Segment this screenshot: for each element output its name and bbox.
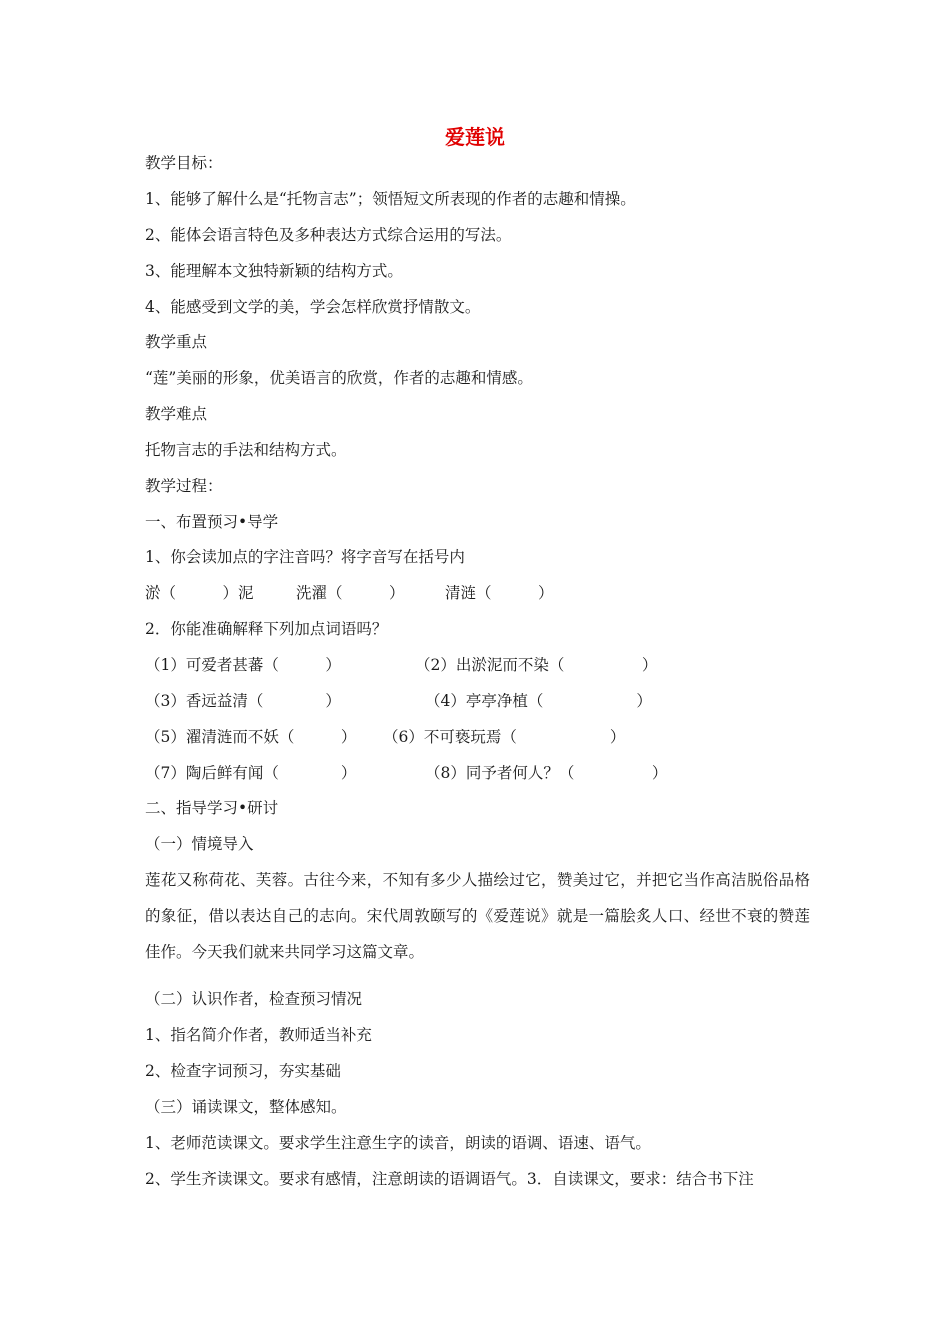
vocab-item: （2）出淤泥而不染（ ） — [415, 656, 658, 674]
intro-paragraph: 莲花又称荷花、芙蓉。古往今来，不知有多少人描绘过它，赞美过它，并把它当作高洁脱俗品格的象征，借以表达自己的志向。宋代周敦颐写的《爱莲说》就是一篇脍炙人口、经世不衰的赞莲佳作。今天我们就来共同学习这篇文章。 — [145, 871, 810, 961]
key-points-heading: 教学重点 — [145, 333, 208, 351]
vocab-item: （8）同予者何人？（ ） — [425, 764, 668, 782]
sub2-item: 1、指名简介作者，教师适当补充 — [145, 1026, 372, 1044]
sub1-heading: （一）情境导入 — [145, 835, 254, 853]
objective-item: 2、能体会语言特色及多种表达方式综合运用的写法。 — [145, 226, 512, 244]
pinyin-item: 淤（ ）泥 — [145, 584, 254, 602]
process-heading: 教学过程： — [145, 477, 223, 495]
section1-heading: 一、布置预习•导学 — [145, 513, 279, 531]
pinyin-item: 清涟（ ） — [445, 584, 554, 602]
key-points-text: “莲”美丽的形象，优美语言的欣赏，作者的志趣和情感。 — [145, 369, 533, 387]
sub3-item: 1、老师范读课文。要求学生注意生字的读音，朗读的语调、语速、语气。 — [145, 1134, 651, 1152]
question-1: 1、你会读加点的字注音吗？将字音写在括号内 — [145, 548, 465, 566]
vocab-item: （6）不可亵玩焉（ ） — [383, 728, 626, 746]
objective-item: 3、能理解本文独特新颖的结构方式。 — [145, 262, 403, 280]
sub2-item: 2、检查字词预习，夯实基础 — [145, 1062, 341, 1080]
difficulty-text: 托物言志的手法和结构方式。 — [145, 441, 347, 459]
sub2-heading: （二）认识作者，检查预习情况 — [145, 990, 363, 1008]
document-title: 爱莲说 — [445, 125, 505, 149]
objective-item: 1、能够了解什么是“托物言志”；领悟短文所表现的作者的志趣和情操。 — [145, 190, 636, 208]
vocab-item: （5）濯清涟而不妖（ ） — [145, 728, 357, 746]
sub3-heading: （三）诵读课文，整体感知。 — [145, 1098, 347, 1116]
objective-item: 4、能感受到文学的美，学会怎样欣赏抒情散文。 — [145, 298, 481, 316]
sub3-item: 2、学生齐读课文。要求有感情，注意朗读的语调语气。3．自读课文，要求：结合书下注 — [145, 1170, 754, 1188]
vocab-item: （7）陶后鲜有闻（ ） — [145, 764, 357, 782]
question-2: 2．你能准确解释下列加点词语吗？ — [145, 620, 388, 638]
vocab-item: （4）亭亭净植（ ） — [425, 692, 652, 710]
pinyin-item: 洗濯（ ） — [296, 584, 405, 602]
vocab-item: （3）香远益清（ ） — [145, 692, 341, 710]
vocab-item: （1）可爱者甚蕃（ ） — [145, 656, 341, 674]
section2-heading: 二、指导学习•研讨 — [145, 799, 279, 817]
difficulty-heading: 教学难点 — [145, 405, 208, 423]
objectives-heading: 教学目标： — [145, 154, 223, 172]
